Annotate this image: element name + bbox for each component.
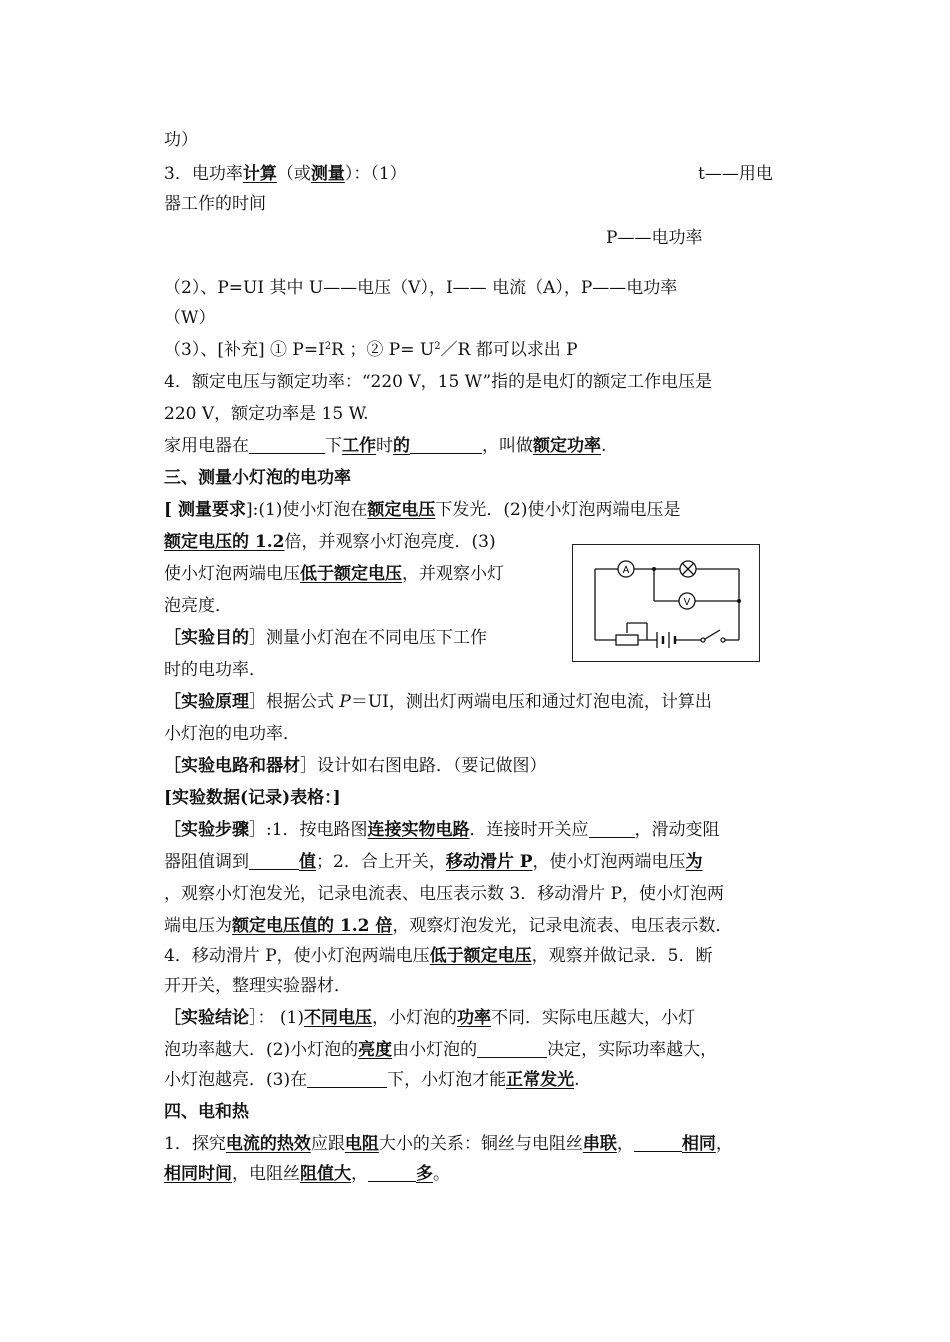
fill-blank bbox=[410, 435, 482, 454]
text-line: 泡功率越大．(2)小灯泡的亮度由小灯泡的 决定，实际功率越大， bbox=[164, 1040, 718, 1060]
fill-blank bbox=[307, 1069, 387, 1088]
fill-blank bbox=[589, 819, 635, 838]
switch-contact bbox=[701, 638, 705, 642]
text-line: 功） bbox=[164, 130, 198, 150]
text-line: 小灯泡越亮．(3)在 下，小灯泡才能正常发光. bbox=[164, 1070, 580, 1090]
section-heading: 三、测量小灯泡的电功率 bbox=[164, 468, 351, 488]
text-line: 3．电功率计算（或测量）：（1） bbox=[164, 164, 407, 184]
text-line: （2）、P=UI 其中 U——电压（V），I—— 电流（A），P——电功率 bbox=[164, 278, 678, 298]
text-line: （3）、[补充] ① $P=I^2R$ ；② $P= U^2/R$ 都可以求出 P bbox=[164, 340, 578, 360]
rheostat-symbol bbox=[616, 635, 638, 645]
text-line: [ 测量要求]:(1)使小灯泡在额定电压下发光．(2)使小灯泡两端电压是 bbox=[164, 500, 681, 520]
text-line: ，观察小灯泡发光，记录电流表、电压表示数 3．移动滑片 P，使小灯泡两 bbox=[164, 884, 725, 904]
ammeter-label: A bbox=[622, 565, 630, 576]
text-line: 220 V，额定功率是 15 W. bbox=[164, 404, 369, 424]
text-line: ［实验原理］根据公式 P＝UI，测出灯两端电压和通过灯泡电流，计算出 bbox=[164, 692, 712, 712]
text-line: ［实验步骤］:1．按电路图连接实物电路．连接时开关应 ，滑动变阻 bbox=[164, 820, 720, 840]
section-heading: 四、电和热 bbox=[164, 1102, 249, 1122]
fill-blank bbox=[368, 1163, 416, 1182]
text-line: [实验数据(记录)表格：] bbox=[164, 788, 341, 808]
text-line: 小灯泡的电功率． bbox=[164, 724, 300, 744]
text-line: 泡亮度． bbox=[164, 596, 232, 616]
text-line: 4．移动滑片 P，使小灯泡两端电压低于额定电压，观察并做记录．5．断 bbox=[164, 946, 713, 966]
switch-lever bbox=[705, 630, 720, 639]
text-line: 4．额定电压与额定功率：“220 V，15 W”指的是电灯的额定工作电压是 bbox=[164, 372, 713, 392]
circuit-schematic bbox=[573, 545, 759, 661]
formula-note: t——用电 bbox=[698, 164, 773, 184]
text-line: 器工作的时间 bbox=[164, 194, 266, 214]
text-line: ［实验结论］： (1)不同电压，小灯泡的功率不同．实际电压越大，小灯 bbox=[164, 1008, 695, 1028]
text-line: 使小灯泡两端电压低于额定电压，并观察小灯 bbox=[164, 564, 504, 584]
fill-blank bbox=[249, 851, 299, 870]
text-line: 时的电功率． bbox=[164, 660, 266, 680]
text-line: ［实验目的］测量小灯泡在不同电压下工作 bbox=[164, 628, 487, 648]
text-line: 器阻值调到 值；2．合上开关，移动滑片 P，使小灯泡两端电压为 bbox=[164, 852, 703, 872]
text-line: 端电压为额定电压值的 1.2 倍，观察灯泡发光，记录电流表、电压表示数． bbox=[164, 916, 733, 936]
text-line: 额定电压的 1.2倍，并观察小灯泡亮度．(3) bbox=[164, 532, 496, 552]
text-line: （W） bbox=[164, 308, 216, 328]
text-line: 家用电器在 下工作时的 ，叫做额定功率. bbox=[164, 436, 607, 456]
text-line: 开开关，整理实验器材． bbox=[164, 976, 351, 996]
circuit-diagram bbox=[572, 544, 760, 662]
voltmeter-label: V bbox=[683, 597, 691, 608]
fill-blank bbox=[477, 1039, 547, 1058]
junction-dot bbox=[652, 567, 656, 571]
switch-contact bbox=[721, 638, 725, 642]
text-line: ［实验电路和器材］设计如右图电路．（要记做图） bbox=[164, 756, 547, 776]
text-line: 相同时间，电阻丝阻值大， 多。 bbox=[164, 1164, 450, 1184]
formula-note: P——电功率 bbox=[606, 228, 703, 248]
fill-blank bbox=[249, 435, 325, 454]
text-line: 1．探究电流的热效应跟电阻大小的关系：铜丝与电阻丝串联， 相同， bbox=[164, 1134, 733, 1154]
junction-dot bbox=[737, 599, 741, 603]
fill-blank bbox=[634, 1133, 682, 1152]
